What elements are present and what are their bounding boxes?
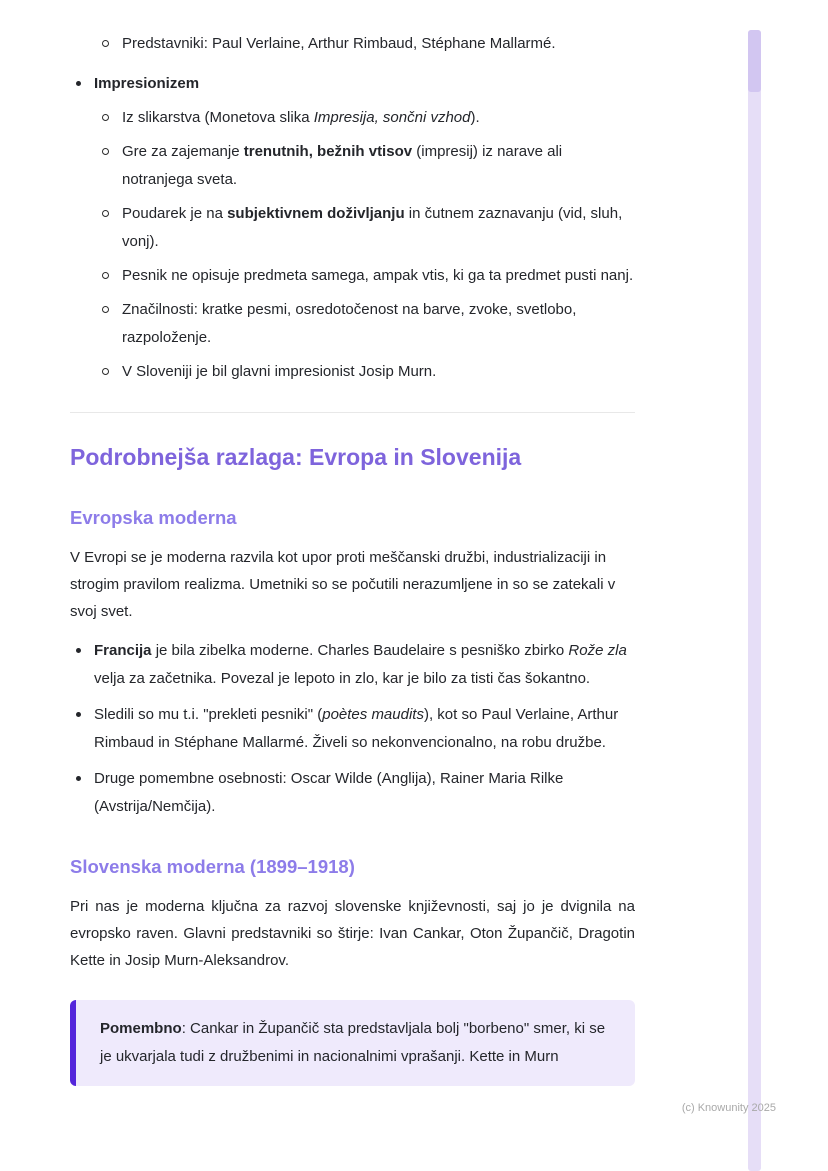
text-segment: V Sloveniji je bil glavni impresionist Josip Murn. [122, 363, 437, 380]
list-item-francija [70, 637, 635, 693]
list-item-druge-osebnosti [70, 765, 635, 821]
paragraph-evropska-moderna: V Evropi se je moderna razvila kot upor proti meščanski družbi, industrializaciji in strogim pravilom realizma. Umetniki so se počutili nerazumljene in so se zatekali v svoj svet. [70, 548, 616, 620]
text-segment: trenutnih, bežnih vtisov [243, 143, 413, 160]
paragraph-slovenska-moderna: Pri nas je moderna ključna za razvoj slovenske književnosti, saj jo je dvignila na evropsko raven. Glavni predstavniki so štirje: Ivan Cankar, Oton Župančič, Dragotin Kette in Josip Murn-Aleksandrov. [70, 897, 635, 969]
text-segment: subjektivnem doživljanju [227, 205, 405, 222]
note-content [70, 30, 635, 1086]
text-segment: Sledili so mu t.i. "prekleti pesniki" ( [94, 705, 323, 723]
text-segment: Pesnik ne opisuje predmeta samega, ampak vtis, ki ga ta predmet pusti nanj. [122, 267, 634, 284]
copyright-watermark: (c) Knowunity 2025 [681, 1102, 776, 1114]
evropska-moderna-list [70, 637, 635, 821]
callout-text [100, 1015, 611, 1071]
list-item [94, 104, 635, 132]
scrollbar-thumb[interactable] [748, 30, 761, 92]
text-segment: Rože zla [568, 641, 627, 659]
text-segment: Pomembno [100, 1019, 182, 1037]
section-divider [70, 412, 635, 413]
callout-pomembno [70, 1000, 635, 1086]
text-segment: Francija [94, 641, 152, 659]
text-segment: Značilnosti: kratke pesmi, osredotočenost na barve, zvoke, svetlobo, razpoloženje. [122, 301, 577, 346]
list-item-impresionizem [70, 70, 635, 386]
impresionizem-list [70, 70, 635, 386]
carryover-sublist [94, 30, 635, 58]
list-item [94, 138, 635, 194]
list-item [94, 200, 635, 256]
text-segment: je bila zibelka moderne. Charles Baudelaire s pesniško zbirko [151, 641, 569, 659]
list-item-prekleti-pesniki [70, 701, 635, 757]
text-segment: ). [470, 109, 480, 126]
text-segment: (impresij) iz narave ali notranjega sveta. [122, 143, 563, 188]
scrollbar-track[interactable] [748, 30, 761, 1171]
text-segment: poètes maudits [322, 705, 424, 723]
subheading-slovenska-moderna: Slovenska moderna (1899–1918) [70, 855, 355, 877]
section-heading-podrobnejsa-razlaga: Podrobnejša razlaga: Evropa in Slovenija [70, 444, 522, 470]
list-item [94, 262, 635, 290]
text-segment: Gre za zajemanje [122, 143, 244, 160]
text-segment: Impresija, sončni vzhod [313, 109, 471, 126]
text-segment: Druge pomembne osebnosti: Oscar Wilde (Anglija), Rainer Maria Rilke (Avstrija/Nemčija). [94, 769, 564, 815]
list-item [94, 296, 635, 352]
text-segment: : Cankar in Župančič sta predstavljala bolj "borbeno" smer, ki se je ukvarjala tudi z družbenimi in nacionalnimi vprašanji. Kette in Murn [100, 1019, 606, 1065]
impresionizem-title: Impresionizem [94, 75, 200, 92]
text-segment: Poudarek je na [122, 205, 228, 222]
list-item-predstavniki [94, 30, 635, 58]
subheading-evropska-moderna: Evropska moderna [70, 506, 237, 528]
text-segment: ), kot so Paul Verlaine, Arthur Rimbaud in Stéphane Mallarmé. Živeli so nekonvencionalno, na robu družbe. [94, 705, 619, 751]
impresionizem-sublist [94, 104, 635, 386]
list-item [94, 358, 635, 386]
text-segment: velja za začetnika. Povezal je lepoto in zlo, kar je bilo za tisti čas šokantno. [94, 669, 591, 687]
text-segment: Iz slikarstva (Monetova slika [122, 109, 314, 126]
list-item-text: Predstavniki: Paul Verlaine, Arthur Rimbaud, Stéphane Mallarmé. [122, 35, 556, 52]
text-segment: in čutnem zaznavanju (vid, sluh, vonj). [122, 205, 623, 250]
